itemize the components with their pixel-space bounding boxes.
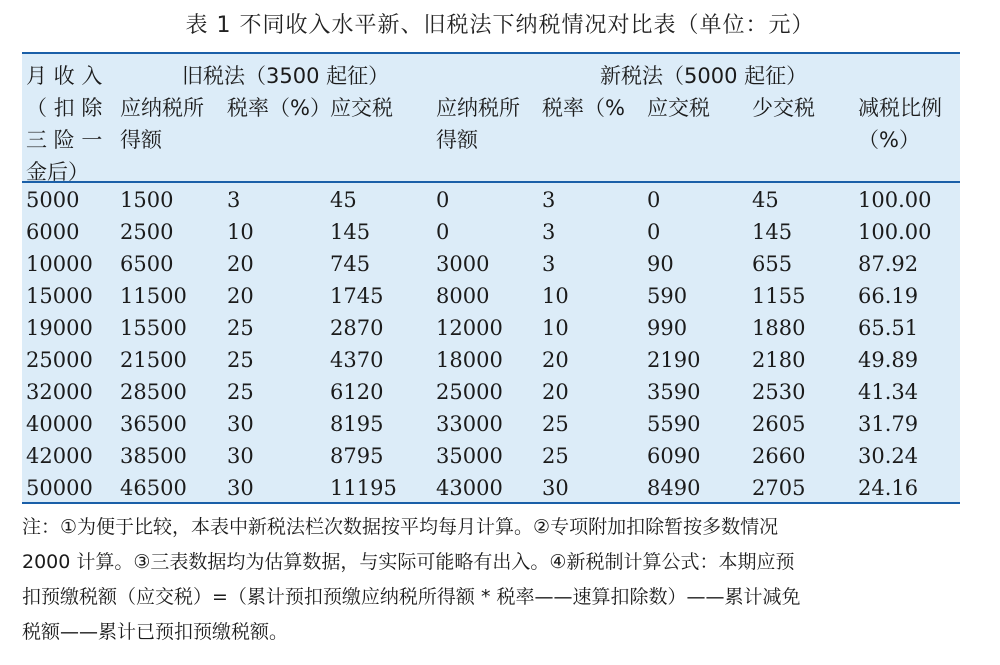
table-cell: 0 <box>436 188 450 212</box>
table-cell: 0 <box>647 220 661 244</box>
table-cell: 25000 <box>436 380 503 404</box>
header-new-col: 应纳税所 <box>436 96 520 120</box>
table-cell: 33000 <box>436 412 503 436</box>
table-cell: 145 <box>752 220 793 244</box>
table-cell: 30 <box>227 444 254 468</box>
table-cell: 43000 <box>436 476 503 500</box>
table-cell: 31.79 <box>858 412 919 436</box>
table-cell: 20 <box>227 284 254 308</box>
table-cell: 10 <box>227 220 254 244</box>
header-income: 月 收 入 <box>26 64 103 88</box>
table-cell: 8795 <box>330 444 384 468</box>
table-cell: 49.89 <box>858 348 919 372</box>
table-cell: 10 <box>542 316 569 340</box>
table-cell: 2190 <box>647 348 701 372</box>
table-cell: 65.51 <box>858 316 919 340</box>
table-cell: 2500 <box>120 220 174 244</box>
table-cell: 2530 <box>752 380 806 404</box>
table-cell: 18000 <box>436 348 503 372</box>
table-cell: 36500 <box>120 412 187 436</box>
table-cell: 20 <box>227 252 254 276</box>
table-cell: 2605 <box>752 412 806 436</box>
footnote-line: 注：①为便于比较，本表中新税法栏次数据按平均每月计算。②专项附加扣除暂按多数情况 <box>22 516 779 538</box>
table-cell: 6000 <box>26 220 80 244</box>
table-cell: 2705 <box>752 476 806 500</box>
table-cell: 100.00 <box>858 188 932 212</box>
table-cell: 10 <box>542 284 569 308</box>
table-cell: 20 <box>542 380 569 404</box>
header-old-col: 应纳税所 <box>120 96 204 120</box>
table-cell: 11500 <box>120 284 187 308</box>
footnote-line: 扣预缴税额（应交税）=（累计预扣预缴应纳税所得额 * 税率——速算扣除数）——累计减免 <box>22 586 801 608</box>
tax-comparison-table <box>22 52 960 504</box>
table-cell: 1500 <box>120 188 174 212</box>
table-cell: 6120 <box>330 380 384 404</box>
table-cell: 6090 <box>647 444 701 468</box>
header-old-col: 税率（%） <box>227 96 331 120</box>
table-cell: 35000 <box>436 444 503 468</box>
table-cell: 25000 <box>26 348 93 372</box>
header-ratio: 减税比例 <box>858 96 942 120</box>
table-cell: 3 <box>542 220 556 244</box>
table-cell: 66.19 <box>858 284 919 308</box>
table-cell: 3 <box>542 188 556 212</box>
table-cell: 21500 <box>120 348 187 372</box>
header-saved: 少交税 <box>752 96 815 120</box>
table-cell: 19000 <box>26 316 93 340</box>
footnote-line: 税额——累计已预扣预缴税额。 <box>22 621 289 643</box>
table-cell: 40000 <box>26 412 93 436</box>
header-old-tax-law: 旧税法（3500 起征） <box>182 64 390 88</box>
table-cell: 24.16 <box>858 476 919 500</box>
table-cell: 8000 <box>436 284 490 308</box>
table-cell: 41.34 <box>858 380 919 404</box>
table-cell: 30 <box>542 476 569 500</box>
table-cell: 42000 <box>26 444 93 468</box>
table-cell: 20 <box>542 348 569 372</box>
table-cell: 38500 <box>120 444 187 468</box>
header-new-col: 得额 <box>436 128 478 152</box>
table-cell: 46500 <box>120 476 187 500</box>
header-income: （ 扣 除 <box>26 96 103 120</box>
table-cell: 1745 <box>330 284 384 308</box>
table-cell: 32000 <box>26 380 93 404</box>
table-cell: 25 <box>227 348 254 372</box>
table-cell: 3 <box>542 252 556 276</box>
header-new-tax-law: 新税法（5000 起征） <box>600 64 808 88</box>
table-cell: 0 <box>436 220 450 244</box>
table-cell: 12000 <box>436 316 503 340</box>
table-footnote <box>22 510 962 650</box>
table-cell: 11195 <box>330 476 397 500</box>
table-cell: 30 <box>227 412 254 436</box>
table-cell: 655 <box>752 252 793 276</box>
header-old-col: 应交税 <box>330 96 393 120</box>
table-cell: 0 <box>647 188 661 212</box>
table-cell: 4370 <box>330 348 384 372</box>
header-new-col: 应交税 <box>647 96 710 120</box>
table-cell: 2870 <box>330 316 384 340</box>
table-cell: 50000 <box>26 476 93 500</box>
table-cell: 5590 <box>647 412 701 436</box>
table-cell: 28500 <box>120 380 187 404</box>
header-rule <box>22 181 960 183</box>
table-cell: 3590 <box>647 380 701 404</box>
table-cell: 15000 <box>26 284 93 308</box>
table-cell: 2660 <box>752 444 806 468</box>
header-ratio: （%） <box>858 128 920 152</box>
header-income: 三 险 一 <box>26 128 103 152</box>
table-cell: 45 <box>752 188 779 212</box>
table-cell: 25 <box>227 380 254 404</box>
table-cell: 745 <box>330 252 371 276</box>
table-cell: 15500 <box>120 316 187 340</box>
table-cell: 25 <box>227 316 254 340</box>
table-cell: 30.24 <box>858 444 919 468</box>
table-cell: 8490 <box>647 476 701 500</box>
footnote-line: 2000 计算。③三表数据均为估算数据，与实际可能略有出入。④新税制计算公式：本期应预 <box>22 551 795 573</box>
table-cell: 1155 <box>752 284 806 308</box>
header-income: 金后） <box>26 160 89 184</box>
header-new-col: 税率（% <box>542 96 625 120</box>
table-title: 表 1 不同收入水平新、旧税法下纳税情况对比表（单位：元） <box>185 13 815 38</box>
table-cell: 2180 <box>752 348 806 372</box>
table-cell: 8195 <box>330 412 384 436</box>
table-cell: 87.92 <box>858 252 919 276</box>
header-old-col: 得额 <box>120 128 162 152</box>
table-cell: 5000 <box>26 188 80 212</box>
table-cell: 100.00 <box>858 220 932 244</box>
table-cell: 3 <box>227 188 241 212</box>
table-cell: 10000 <box>26 252 93 276</box>
table-cell: 590 <box>647 284 688 308</box>
table-cell: 30 <box>227 476 254 500</box>
table-cell: 990 <box>647 316 688 340</box>
table-cell: 145 <box>330 220 371 244</box>
table-cell: 1880 <box>752 316 806 340</box>
table-cell: 25 <box>542 444 569 468</box>
table-cell: 6500 <box>120 252 174 276</box>
table-cell: 90 <box>647 252 674 276</box>
table-cell: 25 <box>542 412 569 436</box>
table-cell: 3000 <box>436 252 490 276</box>
table-cell: 45 <box>330 188 357 212</box>
